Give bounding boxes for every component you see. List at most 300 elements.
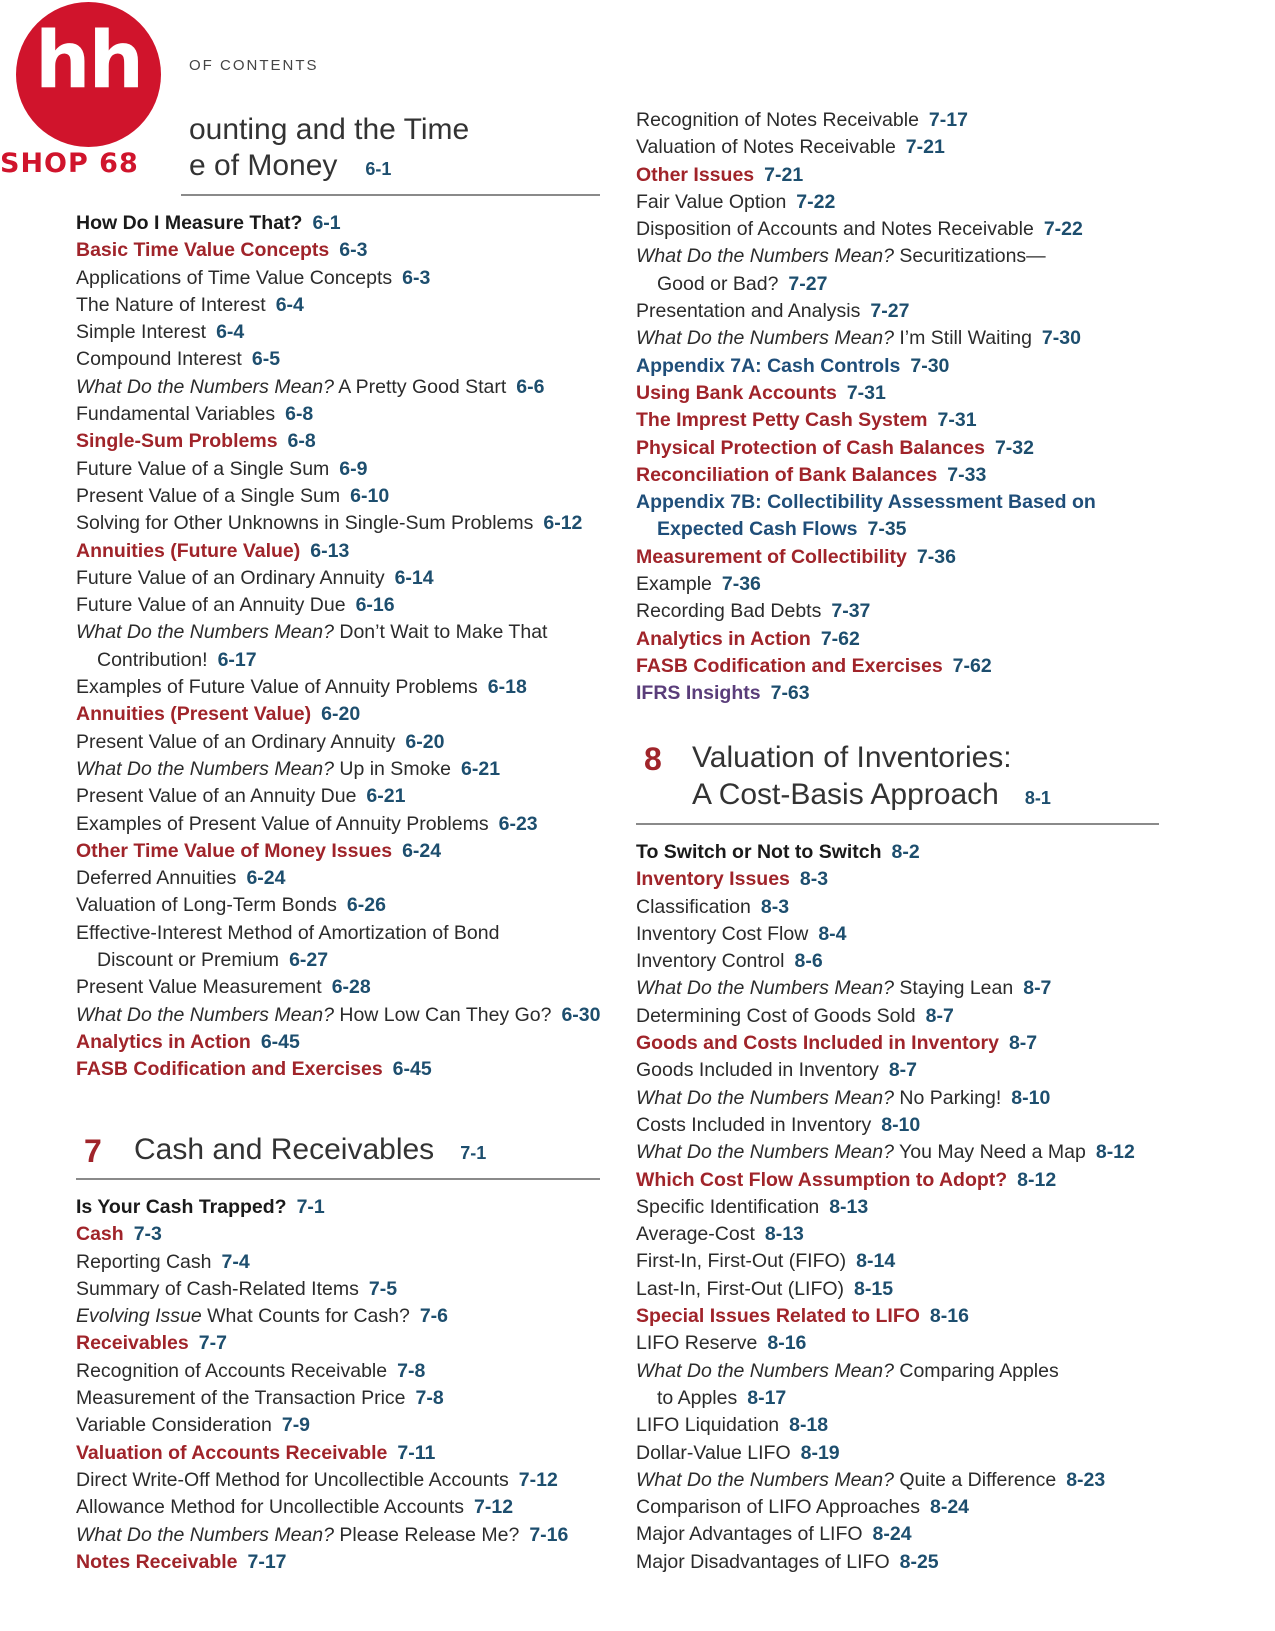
chapter-6-title-line1: ounting and the Time xyxy=(189,113,470,146)
toc-entry xyxy=(76,729,600,756)
entry-page-number: 7-17 xyxy=(928,109,968,131)
toc-entry xyxy=(636,1358,1135,1385)
entry-text: Comparison of LIFO Approaches xyxy=(636,1496,920,1519)
entry-text: Measurement of the Transaction Price xyxy=(76,1387,406,1410)
entry-page-number: 6-13 xyxy=(310,539,350,562)
entry-page-number: 8-14 xyxy=(856,1250,896,1273)
entry-text: Please Release Me? xyxy=(333,1523,520,1546)
toc-section-entry xyxy=(636,162,1096,189)
chapter-6-rule xyxy=(181,194,600,196)
toc-entry xyxy=(76,1467,568,1494)
chapter-8-title-line2: A Cost-Basis Approach xyxy=(692,778,999,811)
entry-page-number: 6-16 xyxy=(355,594,395,617)
entry-text: Valuation of Notes Receivable xyxy=(636,136,896,159)
toc-entry xyxy=(636,1412,1135,1439)
entry-page-number: 6-45 xyxy=(392,1058,432,1081)
toc-section-entry xyxy=(636,544,1096,571)
chapter-7-number: 7 xyxy=(84,1133,102,1169)
entry-text: Recognition of Notes Receivable xyxy=(636,109,919,131)
entry-page-number: 6-30 xyxy=(561,1003,601,1026)
toc-entry xyxy=(76,1494,568,1521)
toc-entry xyxy=(76,674,600,701)
toc-entry xyxy=(76,811,600,838)
toc-entry xyxy=(76,920,600,947)
entry-text: Applications of Time Value Concepts xyxy=(76,266,393,289)
toc-section-entry xyxy=(76,237,600,264)
entry-text: Discount or Premium xyxy=(97,949,280,972)
feature-label: Evolving Issue xyxy=(76,1305,202,1328)
toc-entry xyxy=(636,571,1096,598)
toc-entry xyxy=(76,401,600,428)
chapter-7-continued-entries xyxy=(636,107,1096,708)
entry-text: Valuation of Accounts Receivable xyxy=(76,1441,388,1464)
toc-entry xyxy=(76,456,600,483)
entry-text: Future Value of an Annuity Due xyxy=(76,594,346,617)
shop-logo xyxy=(16,2,161,147)
entry-page-number: 8-7 xyxy=(1023,977,1052,1000)
entry-page-number: 7-4 xyxy=(221,1250,250,1273)
entry-text: Contribution! xyxy=(97,648,208,671)
entry-text: Other Issues xyxy=(636,163,755,186)
toc-entry xyxy=(636,1440,1135,1467)
feature-label: What Do the Numbers Mean? xyxy=(636,327,894,350)
toc-section-entry xyxy=(76,1330,568,1357)
toc-entry xyxy=(636,1112,1135,1139)
entry-text: Dollar-Value LIFO xyxy=(636,1441,791,1464)
entry-text: Goods and Costs Included in Inventory xyxy=(636,1032,999,1055)
toc-entry xyxy=(76,1412,568,1439)
toc-entry xyxy=(636,216,1096,243)
toc-entry xyxy=(76,756,600,783)
entry-text: Other Time Value of Money Issues xyxy=(76,839,393,862)
toc-entry xyxy=(636,894,1135,921)
toc-section-entry xyxy=(76,1029,600,1056)
entry-text: Good or Bad? xyxy=(657,272,779,295)
toc-entry xyxy=(76,974,600,1001)
entry-page-number: 7-30 xyxy=(1041,327,1081,350)
entry-page-number: 7-1 xyxy=(296,1196,325,1218)
toc-entry xyxy=(76,1249,568,1276)
entry-page-number: 6-26 xyxy=(346,894,386,917)
toc-section-entry xyxy=(76,1549,568,1576)
entry-text: Examples of Present Value of Annuity Problems xyxy=(76,812,489,835)
entry-text: Solving for Other Unknowns in Single-Sum Problems xyxy=(76,512,534,535)
entry-text: Don’t Wait to Make That xyxy=(333,621,548,644)
entry-text: Staying Lean xyxy=(893,977,1014,1000)
entry-page-number: 8-18 xyxy=(789,1414,829,1437)
entry-text: to Apples xyxy=(657,1386,738,1409)
entry-page-number: 7-62 xyxy=(952,654,992,677)
entry-page-number: 6-4 xyxy=(216,321,245,344)
entry-text: Annuities (Future Value) xyxy=(76,539,301,562)
chapter-8-entries xyxy=(636,839,1135,1576)
entry-text: Costs Included in Inventory xyxy=(636,1113,872,1136)
chapter-8-rule xyxy=(636,823,1159,825)
entry-text: Major Disadvantages of LIFO xyxy=(636,1550,890,1573)
entry-text: Inventory Issues xyxy=(636,868,790,891)
entry-page-number: 8-13 xyxy=(829,1195,869,1218)
entry-text: Recording Bad Debts xyxy=(636,600,822,623)
toc-entry xyxy=(636,1330,1135,1357)
entry-text: Present Value of a Single Sum xyxy=(76,484,341,507)
toc-entry xyxy=(76,592,600,619)
entry-text: LIFO Reserve xyxy=(636,1332,758,1355)
entry-text: Future Value of an Ordinary Annuity xyxy=(76,566,385,589)
entry-text: Using Bank Accounts xyxy=(636,381,837,404)
entry-page-number: 7-32 xyxy=(994,436,1034,459)
entry-text: How Low Can They Go? xyxy=(333,1003,552,1026)
toc-entry xyxy=(76,346,600,373)
entry-text: Fair Value Option xyxy=(636,190,787,213)
toc-section-entry xyxy=(76,1221,568,1248)
chapter-7-page: 7-1 xyxy=(460,1143,487,1163)
entry-text: Determining Cost of Goods Sold xyxy=(636,1004,916,1027)
feature-label: What Do the Numbers Mean? xyxy=(636,1468,894,1491)
toc-entry xyxy=(636,298,1096,325)
entry-page-number: 7-6 xyxy=(419,1305,449,1328)
entry-text: The Imprest Petty Cash System xyxy=(636,409,928,432)
entry-page-number: 8-7 xyxy=(888,1059,918,1082)
toc-entry xyxy=(636,1521,1135,1548)
toc-entry xyxy=(636,134,1096,161)
entry-page-number: 7-12 xyxy=(518,1468,558,1491)
entry-page-number: 6-27 xyxy=(289,949,329,972)
entry-page-number: 7-62 xyxy=(820,627,860,650)
chapter-7-title-row xyxy=(134,1131,486,1172)
entry-text: Last-In, First-Out (LIFO) xyxy=(636,1277,845,1300)
toc-entry xyxy=(636,271,1096,298)
entry-page-number: 6-45 xyxy=(260,1030,300,1053)
entry-page-number: 7-33 xyxy=(947,463,987,486)
toc-entry xyxy=(76,1276,568,1303)
entry-page-number: 8-7 xyxy=(1008,1032,1038,1055)
entry-text: Analytics in Action xyxy=(636,627,811,650)
toc-entry xyxy=(76,1385,568,1412)
entry-text: Specific Identification xyxy=(636,1195,820,1218)
entry-page-number: 6-23 xyxy=(498,812,538,835)
entry-page-number: 8-15 xyxy=(854,1277,894,1300)
entry-text: Deferred Annuities xyxy=(76,867,237,890)
feature-label: What Do the Numbers Mean? xyxy=(76,375,334,398)
feature-label: What Do the Numbers Mean? xyxy=(76,1523,334,1546)
entry-text: Classification xyxy=(636,895,751,918)
entry-text: Annuities (Present Value) xyxy=(76,703,312,726)
entry-text: Is Your Cash Trapped? xyxy=(76,1196,287,1218)
entry-page-number: 8-16 xyxy=(767,1332,807,1355)
toc-entry xyxy=(636,1467,1135,1494)
toc-entry xyxy=(76,1303,568,1330)
entry-page-number: 8-25 xyxy=(899,1550,939,1573)
entry-page-number: 6-14 xyxy=(394,566,434,589)
entry-text: A Pretty Good Start xyxy=(333,375,507,398)
entry-text: The Nature of Interest xyxy=(76,293,266,316)
entry-page-number: 7-30 xyxy=(910,354,950,377)
entry-text: Simple Interest xyxy=(76,321,207,344)
entry-text: Effective-Interest Method of Amortization of Bond xyxy=(76,921,500,944)
entry-page-number: 7-63 xyxy=(770,682,810,705)
entry-text: FASB Codification and Exercises xyxy=(76,1058,383,1081)
toc-entry xyxy=(76,1194,568,1221)
feature-label: What Do the Numbers Mean? xyxy=(636,245,894,268)
entry-page-number: 7-36 xyxy=(916,545,956,568)
entry-page-number: 7-22 xyxy=(796,190,836,213)
entry-page-number: 8-10 xyxy=(1011,1086,1051,1109)
entry-page-number: 7-7 xyxy=(198,1332,227,1355)
entry-page-number: 6-1 xyxy=(312,212,341,234)
entry-page-number: 7-31 xyxy=(846,381,886,404)
toc-entry xyxy=(636,948,1135,975)
toc-entry xyxy=(636,598,1096,625)
entry-page-number: 6-5 xyxy=(251,348,281,371)
entry-page-number: 6-3 xyxy=(339,239,368,262)
entry-page-number: 7-27 xyxy=(788,272,828,295)
toc-entry xyxy=(636,1494,1135,1521)
toc-entry xyxy=(636,1194,1135,1221)
chapter-8-title-row2 xyxy=(692,776,1051,817)
entry-text: Expected Cash Flows xyxy=(657,518,858,541)
entry-text: Goods Included in Inventory xyxy=(636,1059,879,1082)
toc-entry xyxy=(636,189,1096,216)
entry-page-number: 8-16 xyxy=(929,1305,969,1328)
toc-entry xyxy=(76,565,600,592)
chapter-6-heading xyxy=(189,112,469,187)
chapter-8-number: 8 xyxy=(644,741,662,777)
toc-entry xyxy=(76,1358,568,1385)
entry-text: Presentation and Analysis xyxy=(636,300,861,323)
entry-text: What Counts for Cash? xyxy=(201,1305,410,1328)
entry-text: Average-Cost xyxy=(636,1223,755,1246)
entry-text: First-In, First-Out (FIFO) xyxy=(636,1250,847,1273)
entry-page-number: 8-24 xyxy=(929,1496,970,1519)
entry-text: How Do I Measure That? xyxy=(76,212,303,234)
toc-entry xyxy=(636,325,1096,352)
entry-text: Which Cost Flow Assumption to Adopt? xyxy=(636,1168,1008,1191)
entry-page-number: 7-21 xyxy=(905,136,945,159)
toc-entry xyxy=(76,265,600,292)
entry-text: Reconciliation of Bank Balances xyxy=(636,463,938,486)
toc-section-entry xyxy=(636,653,1096,680)
entry-text: FASB Codification and Exercises xyxy=(636,654,943,677)
entry-text: Example xyxy=(636,573,712,596)
toc-entry xyxy=(636,243,1096,270)
toc-entry xyxy=(636,1057,1135,1084)
entry-text: Notes Receivable xyxy=(76,1550,238,1573)
toc-section-entry xyxy=(636,353,1096,380)
entry-text: Quite a Difference xyxy=(893,1468,1057,1491)
entry-text: Variable Consideration xyxy=(76,1414,272,1437)
entry-text: Receivables xyxy=(76,1332,189,1355)
toc-entry xyxy=(76,892,600,919)
entry-text: Analytics in Action xyxy=(76,1030,251,1053)
toc-section-entry xyxy=(636,435,1096,462)
toc-section-entry xyxy=(76,701,600,728)
entry-text: Physical Protection of Cash Balances xyxy=(636,436,985,459)
toc-entry xyxy=(76,483,600,510)
feature-label: What Do the Numbers Mean? xyxy=(76,757,334,780)
toc-entry xyxy=(76,510,600,537)
entry-text: Up in Smoke xyxy=(333,757,452,780)
entry-text: Summary of Cash-Related Items xyxy=(76,1277,359,1300)
entry-text: Allowance Method for Uncollectible Accounts xyxy=(76,1496,465,1519)
entry-page-number: 7-8 xyxy=(415,1387,444,1410)
entry-text: Examples of Future Value of Annuity Problems xyxy=(76,676,478,699)
entry-text: Major Advantages of LIFO xyxy=(636,1523,863,1546)
entry-text: No Parking! xyxy=(893,1086,1002,1109)
entry-page-number: 6-3 xyxy=(402,266,431,289)
entry-text: Direct Write-Off Method for Uncollectible Accounts xyxy=(76,1468,509,1491)
entry-page-number: 6-24 xyxy=(402,839,442,862)
entry-text: Appendix 7B: Collectibility Assessment Based on xyxy=(636,491,1096,514)
chapter-6-entries xyxy=(76,210,600,1084)
chapter-8-title-line1: Valuation of Inventories: xyxy=(692,741,1012,774)
toc-entry xyxy=(636,1139,1135,1166)
entry-page-number: 6-24 xyxy=(246,867,286,890)
entry-text: Future Value of a Single Sum xyxy=(76,457,330,480)
toc-section-entry xyxy=(636,462,1096,489)
toc-section-entry xyxy=(76,428,600,455)
entry-text: Fundamental Variables xyxy=(76,403,276,426)
toc-entry xyxy=(76,865,600,892)
entry-text: Special Issues Related to LIFO xyxy=(636,1305,920,1328)
toc-entry xyxy=(636,1549,1135,1576)
chapter-7-title: Cash and Receivables xyxy=(134,1133,435,1166)
shop-watermark: SHOP 68 xyxy=(0,148,139,179)
entry-page-number: 7-36 xyxy=(721,573,761,596)
entry-page-number: 7-8 xyxy=(397,1359,426,1382)
entry-text: You May Need a Map xyxy=(893,1141,1086,1164)
entry-text: Appendix 7A: Cash Controls xyxy=(636,354,901,377)
entry-page-number: 7-37 xyxy=(831,600,871,623)
toc-entry xyxy=(636,1248,1135,1275)
chapter-7-rule xyxy=(76,1178,600,1180)
entry-text: Disposition of Accounts and Notes Receivable xyxy=(636,218,1034,241)
entry-page-number: 6-18 xyxy=(487,676,527,699)
toc-entry xyxy=(636,107,1096,134)
entry-page-number: 6-8 xyxy=(287,430,316,453)
toc-entry xyxy=(76,210,600,237)
entry-page-number: 7-3 xyxy=(133,1223,162,1246)
toc-entry xyxy=(76,292,600,319)
entry-page-number: 6-9 xyxy=(339,457,368,480)
entry-page-number: 6-10 xyxy=(350,484,390,507)
entry-page-number: 7-27 xyxy=(870,300,910,323)
entry-page-number: 6-12 xyxy=(543,512,583,535)
entry-page-number: 7-31 xyxy=(937,409,977,432)
entry-text: To Switch or Not to Switch xyxy=(636,841,882,863)
toc-section-entry xyxy=(636,866,1135,893)
entry-page-number: 8-13 xyxy=(764,1223,804,1246)
entry-page-number: 7-22 xyxy=(1043,218,1083,241)
entry-page-number: 8-4 xyxy=(818,922,847,945)
entry-page-number: 8-3 xyxy=(799,868,829,891)
entry-text: Present Value Measurement xyxy=(76,976,322,999)
entry-text: Single-Sum Problems xyxy=(76,430,278,453)
toc-entry xyxy=(636,1003,1135,1030)
entry-page-number: 7-21 xyxy=(764,163,804,186)
entry-page-number: 6-28 xyxy=(331,976,371,999)
entry-page-number: 8-19 xyxy=(800,1441,840,1464)
entry-page-number: 6-21 xyxy=(366,785,406,808)
entry-page-number: 8-7 xyxy=(925,1004,954,1027)
toc-entry xyxy=(636,516,1096,543)
toc-entry xyxy=(636,680,1096,707)
entry-page-number: 7-5 xyxy=(368,1277,398,1300)
toc-section-entry xyxy=(636,1303,1135,1330)
entry-page-number: 6-21 xyxy=(461,757,501,780)
toc-entry xyxy=(76,647,600,674)
entry-page-number: 6-4 xyxy=(275,293,304,316)
toc-entry xyxy=(76,947,600,974)
entry-page-number: 6-8 xyxy=(285,403,314,426)
feature-label: What Do the Numbers Mean? xyxy=(636,1359,894,1382)
entry-text: Present Value of an Annuity Due xyxy=(76,785,357,808)
chapter-8-page: 8-1 xyxy=(1024,788,1051,808)
entry-page-number: 8-24 xyxy=(872,1523,912,1546)
feature-label: What Do the Numbers Mean? xyxy=(76,621,334,644)
entry-text: Basic Time Value Concepts xyxy=(76,239,330,262)
entry-text: Comparing Apples xyxy=(893,1359,1059,1382)
entry-text: Compound Interest xyxy=(76,348,242,371)
toc-section-entry xyxy=(636,407,1096,434)
entry-page-number: 7-17 xyxy=(247,1550,287,1573)
feature-label: What Do the Numbers Mean? xyxy=(636,977,894,1000)
entry-page-number: 6-20 xyxy=(405,730,445,753)
entry-text: Cash xyxy=(76,1223,124,1246)
entry-text: Inventory Cost Flow xyxy=(636,922,809,945)
chapter-6-page: 6-1 xyxy=(365,159,392,179)
entry-page-number: 6-17 xyxy=(217,648,257,671)
entry-page-number: 7-11 xyxy=(397,1441,436,1464)
entry-page-number: 7-12 xyxy=(474,1496,514,1519)
chapter-6-title-line2: e of Money 6-1 xyxy=(189,149,392,182)
entry-text: LIFO Liquidation xyxy=(636,1414,780,1437)
toc-entry xyxy=(76,619,600,646)
toc-entry xyxy=(636,1085,1135,1112)
toc-entry xyxy=(636,1221,1135,1248)
entry-page-number: 8-12 xyxy=(1017,1168,1057,1191)
entry-text: Reporting Cash xyxy=(76,1250,212,1273)
toc-section-entry xyxy=(636,380,1096,407)
entry-text: IFRS Insights xyxy=(636,682,761,705)
entry-text: Present Value of an Ordinary Annuity xyxy=(76,730,396,753)
toc-entry xyxy=(76,1522,568,1549)
entry-text: Inventory Control xyxy=(636,950,785,973)
entry-page-number: 6-6 xyxy=(516,375,545,398)
entry-page-number: 8-10 xyxy=(881,1113,921,1136)
toc-section-entry xyxy=(636,626,1096,653)
toc-section-entry xyxy=(76,538,600,565)
toc-section-entry xyxy=(76,1056,600,1083)
entry-text: Securitizations— xyxy=(893,245,1046,268)
toc-entry xyxy=(636,975,1135,1002)
toc-entry xyxy=(636,1385,1135,1412)
toc-entry xyxy=(636,1276,1135,1303)
entry-text: I’m Still Waiting xyxy=(893,327,1032,350)
entry-page-number: 7-9 xyxy=(281,1414,311,1437)
entry-page-number: 7-16 xyxy=(529,1523,569,1546)
toc-entry xyxy=(76,319,600,346)
entry-text: Measurement of Collectibility xyxy=(636,545,907,568)
logo-text: hh xyxy=(34,16,143,106)
entry-page-number: 8-2 xyxy=(891,841,920,863)
entry-page-number: 6-20 xyxy=(321,703,361,726)
toc-entry xyxy=(76,1002,600,1029)
entry-page-number: 8-23 xyxy=(1066,1468,1106,1491)
toc-header: OF CONTENTS xyxy=(189,57,319,74)
toc-entry xyxy=(636,921,1135,948)
toc-section-entry xyxy=(636,1030,1135,1057)
entry-text: Recognition of Accounts Receivable xyxy=(76,1359,388,1382)
